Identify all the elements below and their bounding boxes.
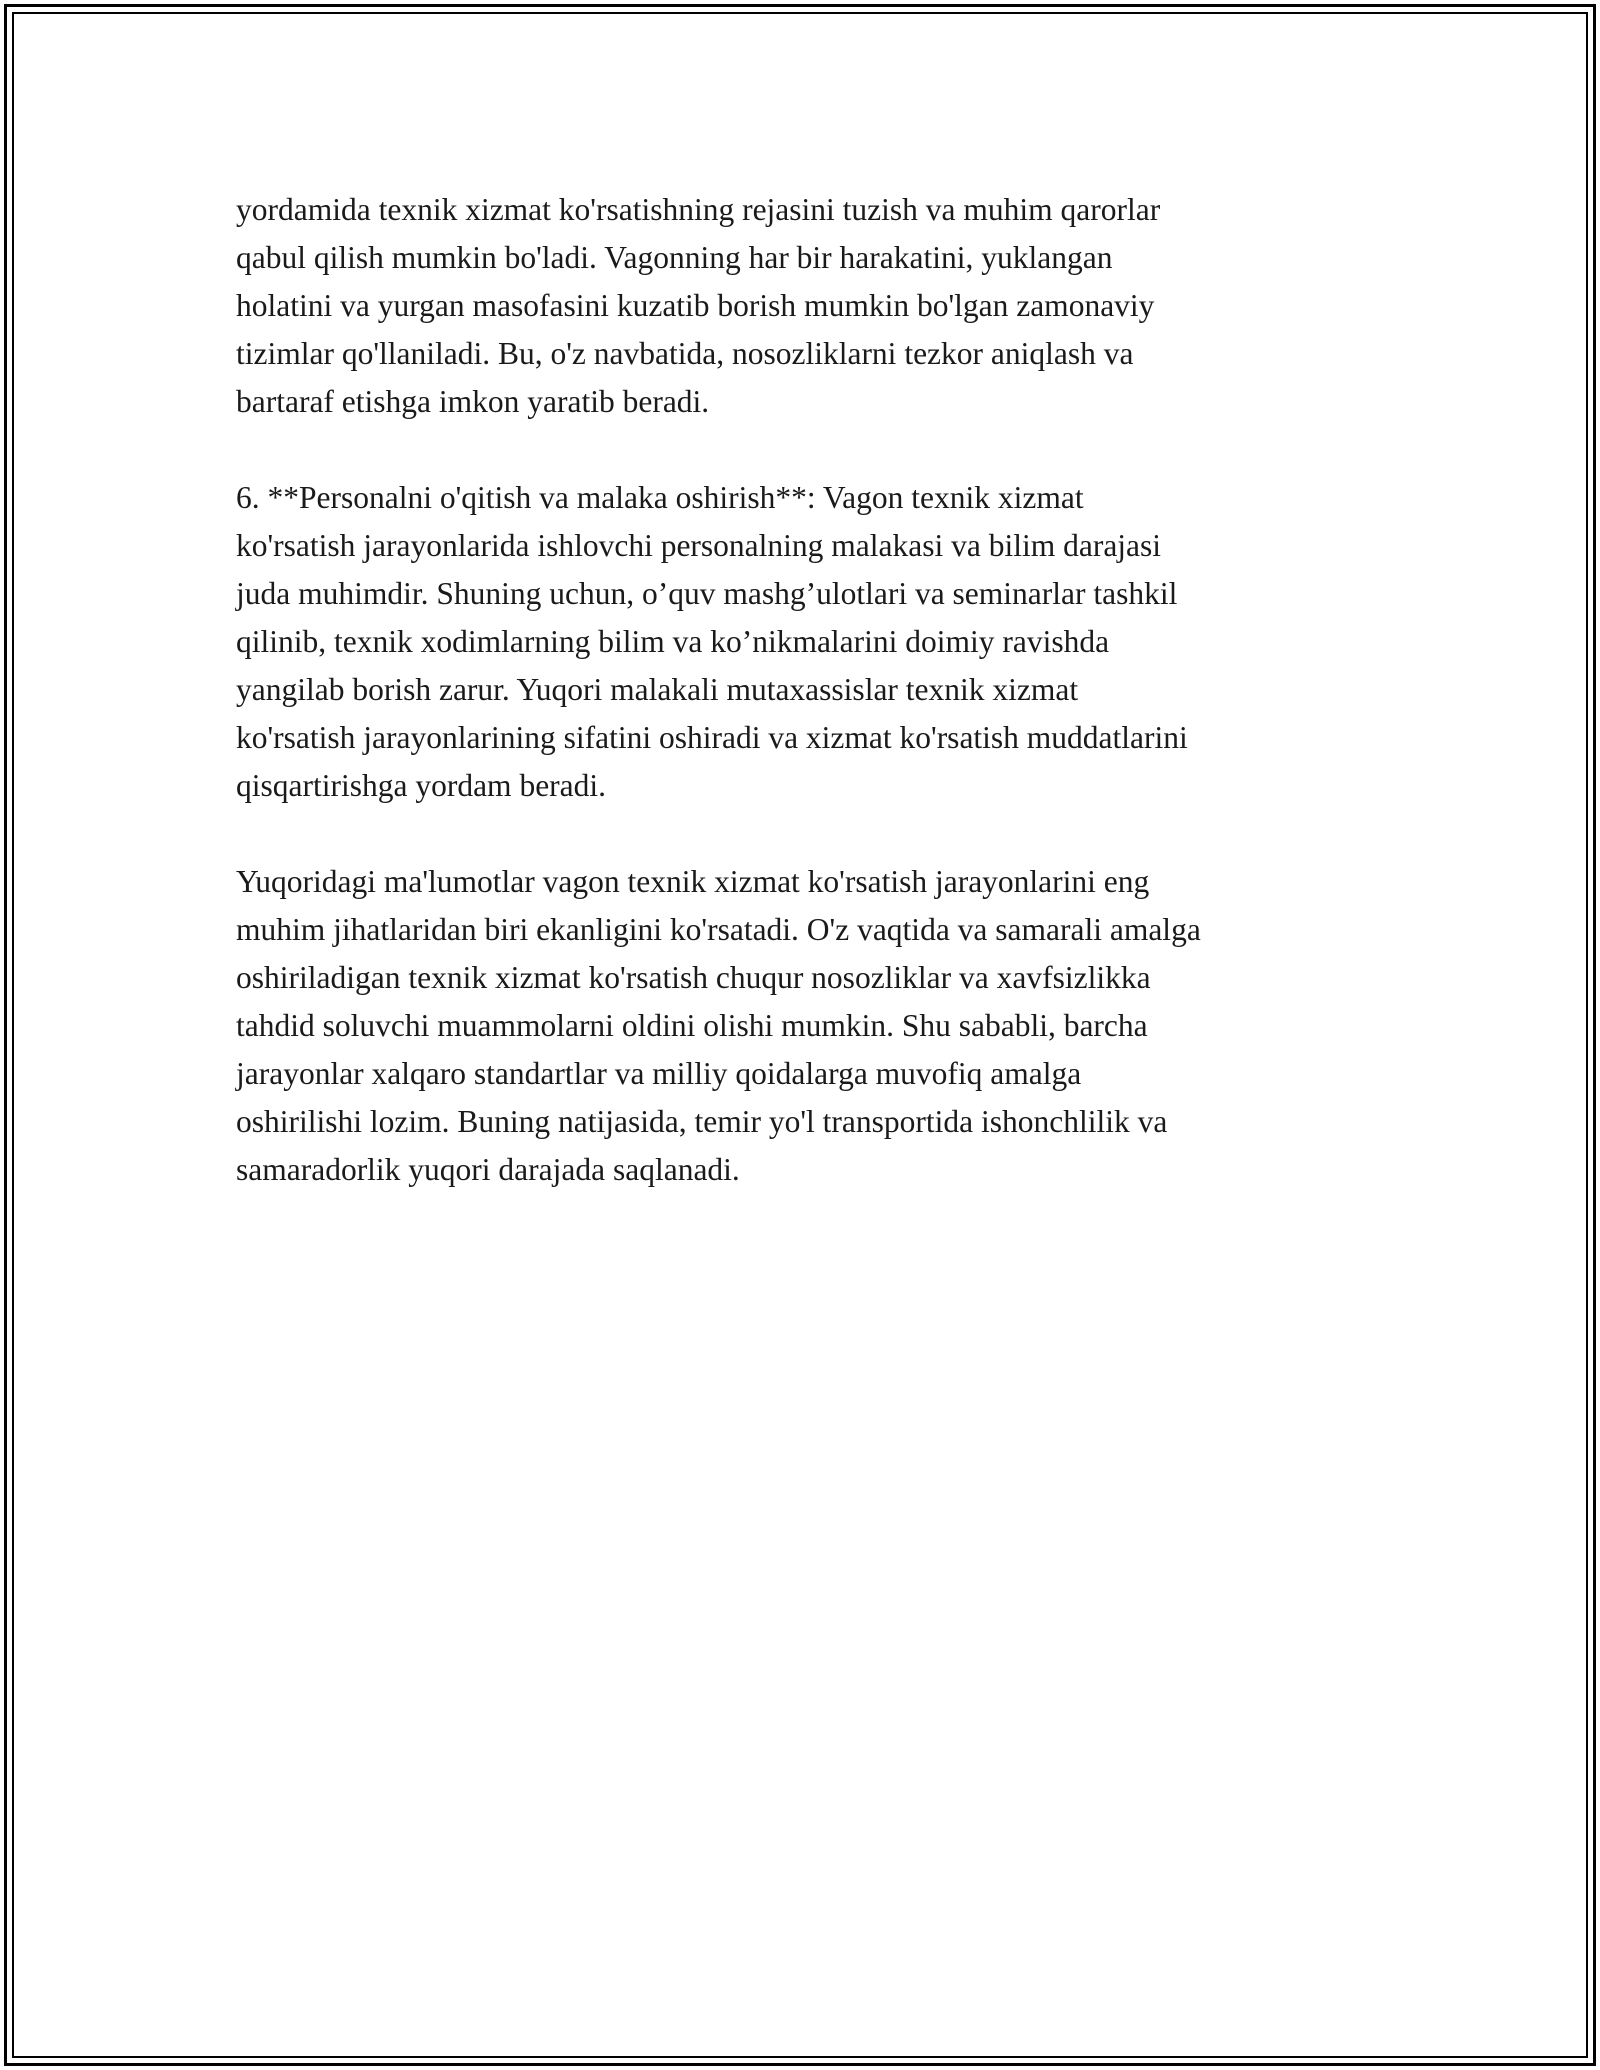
text-line: qabul qilish mumkin bo'ladi. Vagonning har bir harakatini, yuklangan <box>236 240 1113 275</box>
text-line: Yuqoridagi ma'lumotlar vagon texnik xizmat ko'rsatish jarayonlarini eng <box>236 864 1150 899</box>
text-line: yordamida texnik xizmat ko'rsatishning rejasini tuzish va muhim qarorlar <box>236 192 1161 227</box>
text-line: qilinib, texnik xodimlarning bilim va ko’nikmalarini doimiy ravishda <box>236 624 1110 659</box>
text-line: bartaraf etishga imkon yaratib beradi. <box>236 384 710 419</box>
document-body <box>236 186 1376 1242</box>
text-line: yangilab borish zarur. Yuqori malakali mutaxassislar texnik xizmat <box>236 672 1079 707</box>
text-line: jarayonlar xalqaro standartlar va milliy qoidalarga muvofiq amalga <box>236 1056 1082 1091</box>
text-line: 6. **Personalni o'qitish va malaka oshirish**: Vagon texnik xizmat <box>236 480 1084 515</box>
text-line: qisqartirishga yordam beradi. <box>236 768 607 803</box>
text-line: samaradorlik yuqori darajada saqlanadi. <box>236 1152 740 1187</box>
text-line: holatini va yurgan masofasini kuzatib borish mumkin bo'lgan zamonaviy <box>236 288 1155 323</box>
paragraph-tracking-systems <box>236 186 1376 426</box>
text-line: muhim jihatlaridan biri ekanligini ko'rsatadi. O'z vaqtida va samarali amalga <box>236 912 1201 947</box>
text-line: ko'rsatish jarayonlarining sifatini oshiradi va xizmat ko'rsatish muddatlarini <box>236 720 1188 755</box>
paragraph-conclusion <box>236 858 1376 1194</box>
text-line: juda muhimdir. Shuning uchun, o’quv mashg’ulotlari va seminarlar tashkil <box>236 576 1178 611</box>
text-line: tahdid soluvchi muammolarni oldini olishi mumkin. Shu sababli, barcha <box>236 1008 1148 1043</box>
paragraph-personnel-training <box>236 474 1376 810</box>
text-line: ko'rsatish jarayonlarida ishlovchi personalning malakasi va bilim darajasi <box>236 528 1162 563</box>
text-line: oshiriladigan texnik xizmat ko'rsatish chuqur nosozliklar va xavfsizlikka <box>236 960 1151 995</box>
text-line: tizimlar qo'llaniladi. Bu, o'z navbatida, nosozliklarni tezkor aniqlash va <box>236 336 1134 371</box>
text-line: oshirilishi lozim. Buning natijasida, temir yo'l transportida ishonchlilik va <box>236 1104 1168 1139</box>
